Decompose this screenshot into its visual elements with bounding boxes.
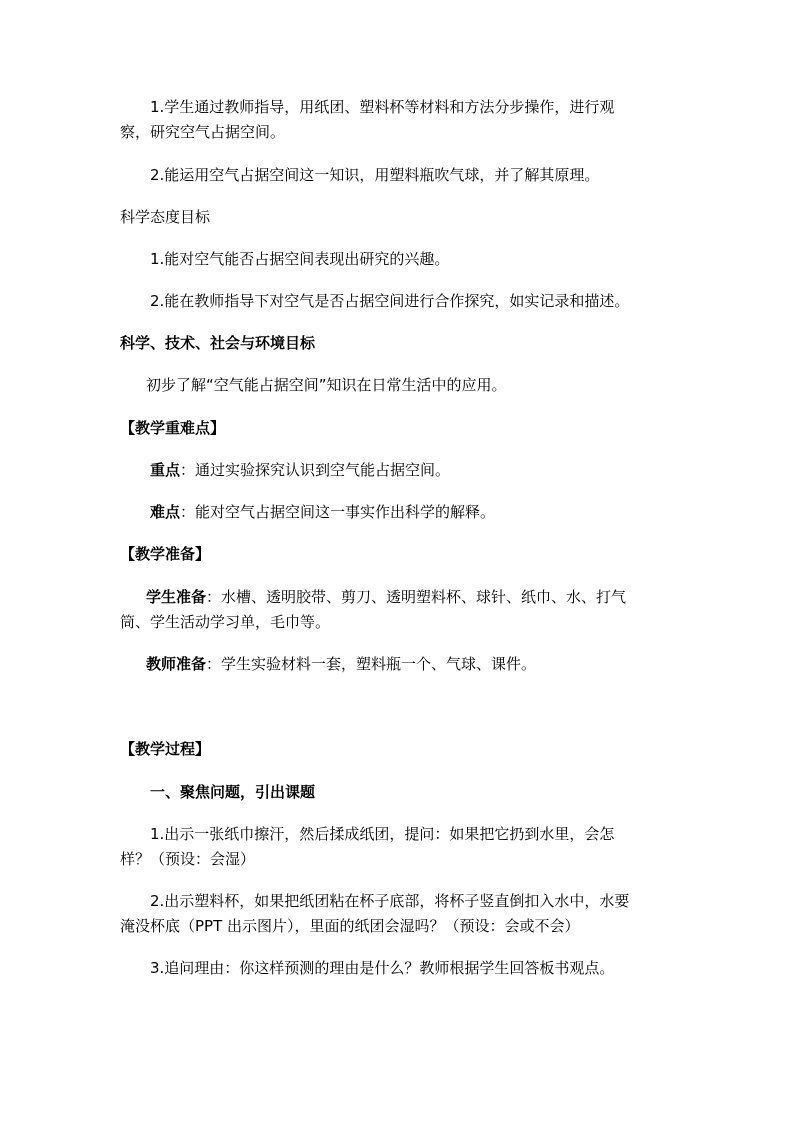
skill-objective-1-line-1: 1.学生通过教师指导，用纸团、塑料杯等材料和方法分步操作，进行观 — [150, 98, 615, 116]
difficulty-line — [150, 501, 495, 523]
attitude-objective-2: 2.能在教师指导下对空气是否占据空间进行合作探究，如实记录和描述。 — [150, 292, 630, 310]
teacher-preparation-text: ：学生实验材料一套，塑料瓶一个、气球、课件。 — [206, 655, 537, 673]
key-points-section-heading: 【教学重难点】 — [120, 419, 226, 437]
skill-objective-2: 2.能运用空气占据空间这一知识，用塑料瓶吹气球，并了解其原理。 — [150, 166, 600, 184]
key-point-label: 重点 — [150, 461, 181, 479]
step-1-heading: 一、聚焦问题，引出课题 — [150, 783, 316, 801]
student-preparation-line-2: 筒、学生活动学习单，毛巾等。 — [120, 613, 331, 631]
attitude-objective-heading: 科学态度目标 — [120, 208, 211, 226]
process-item-2-line-2: 淹没杯底（PPT 出示图片），里面的纸团会湿吗？（预设：会或不会） — [120, 917, 580, 935]
stse-objective-text: 初步了解“空气能占据空间”知识在日常生活中的应用。 — [146, 376, 507, 394]
process-item-3: 3.追问理由：你这样预测的理由是什么？教师根据学生回答板书观点。 — [150, 959, 615, 977]
student-preparation-line-1 — [146, 586, 626, 608]
difficulty-text: ：能对空气占据空间这一事实作出科学的解释。 — [180, 503, 496, 521]
preparation-section-heading: 【教学准备】 — [120, 545, 211, 563]
teacher-preparation-label: 教师准备 — [146, 655, 207, 673]
stse-objective-heading: 科学、技术、社会与环境目标 — [120, 334, 316, 352]
key-point-text: ：通过实验探究认识到空气能占据空间。 — [180, 461, 451, 479]
student-preparation-text: ：水槽、透明胶带、剪刀、透明塑料杯、球针、纸巾、水、打气 — [206, 588, 627, 606]
difficulty-label: 难点 — [150, 503, 181, 521]
process-section-heading: 【教学过程】 — [120, 740, 211, 758]
skill-objective-1-line-2: 察，研究空气占据空间。 — [120, 123, 286, 141]
teacher-preparation-line — [146, 653, 536, 675]
key-point-line — [150, 459, 450, 481]
process-item-1-line-1: 1.出示一张纸巾擦汗，然后揉成纸团，提问：如果把它扔到水里，会怎 — [150, 825, 615, 843]
process-item-2-line-1: 2.出示塑料杯，如果把纸团粘在杯子底部，将杯子竖直倒扣入水中，水要 — [150, 892, 630, 910]
student-preparation-label: 学生准备 — [146, 588, 207, 606]
process-item-1-line-2: 样？（预设：会湿） — [120, 850, 256, 868]
attitude-objective-1: 1.能对空气能否占据空间表现出研究的兴趣。 — [150, 250, 450, 268]
